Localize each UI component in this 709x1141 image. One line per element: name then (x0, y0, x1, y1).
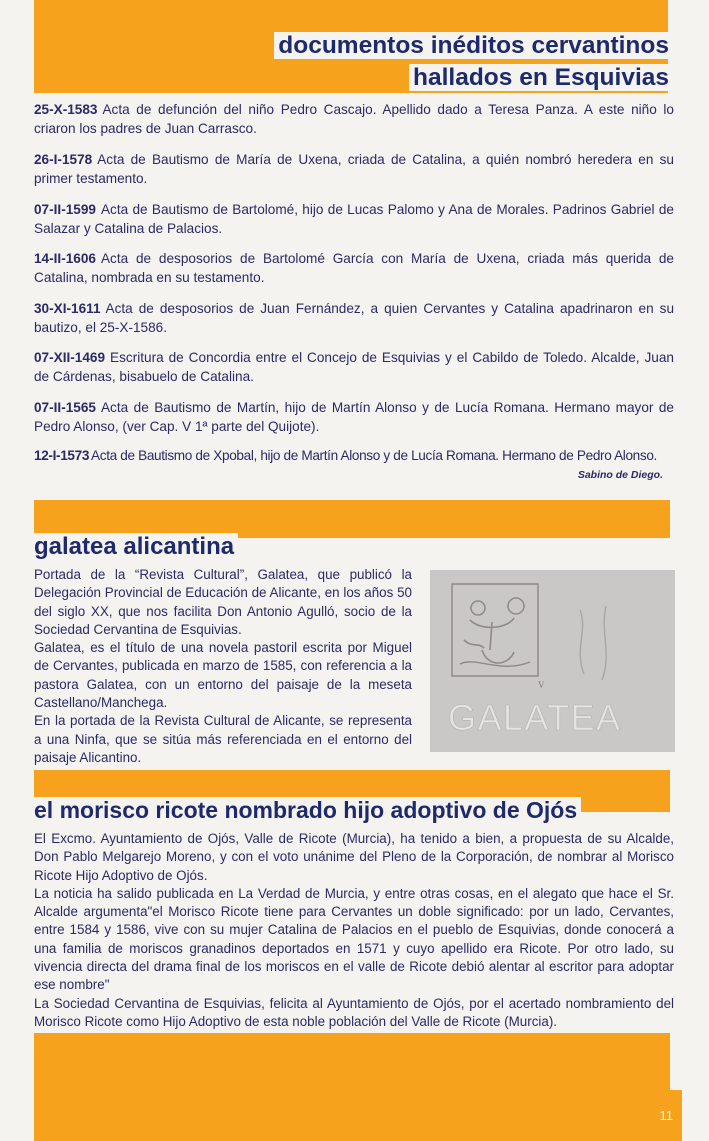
entry-date: 12-I-1573 (34, 448, 90, 463)
entry-text: Acta de defunción del niño Pedro Cascajo. Apellido dado a Teresa Panza. A este niño lo criaron los padres de Juan Carrasco. (34, 102, 674, 136)
entry-text: Escritura de Concordia entre el Concejo de Esquivias y el Cabildo de Toledo. Alcalde, Juan de Cárdenas, bisabuelo de Catalina. (34, 350, 674, 384)
entry-text: Acta de Bautismo de María de Uxena, criada de Catalina, a quién nombró heredera en su primer testamento. (34, 152, 674, 186)
galatea-text (34, 566, 412, 767)
cover-numeral: V (538, 680, 545, 690)
section1-title-line1: documentos inéditos cervantinos (274, 30, 673, 62)
entry-2 (34, 150, 674, 188)
entry-date: 07-II-1565 (34, 400, 96, 415)
ricote-text (34, 830, 674, 1031)
entry-7 (34, 398, 674, 436)
author-signature: Sabino de Diego. (577, 469, 663, 481)
galatea-cover-image (430, 570, 675, 752)
ricote-paragraph: La noticia ha salido publicada en La Verdad de Murcia, y entre otras cosas, en el alegato que hace el Sr. Alcalde argumenta"el Morisco Ricote tiene para Cervantes un doble significado: por un lado, Cervantes, entre 1584 y 1586, vive con su mujer Catalina de Palacios en el pueblo de Esquivias, donde conocerá a una familia de moriscos granadinos deportados en 1571 y cuyo apellido era Ricote. Por otro lado, su vivencia directa del drama final de los moriscos en el valle de Ricote debió alentar al escritor para adoptar ese nombre" (34, 885, 674, 993)
page-number: 11 (659, 1108, 673, 1123)
entry-8 (34, 446, 674, 465)
entry-date: 14-II-1606 (34, 251, 96, 266)
section2-title: galatea alicantina (30, 532, 238, 562)
footer-orange-block (34, 1033, 670, 1141)
entry-text: Acta de Bautismo de Bartolomé, hijo de Lucas Palomo y Ana de Morales. Padrinos Gabriel de Salazar y Catalina de Palacios. (34, 202, 674, 236)
entry-1 (34, 100, 674, 138)
ricote-paragraph: La Sociedad Cervantina de Esquivias, felicita al Ayuntamiento de Ojós, por el acertado nombramiento del Morisco Ricote como Hijo Adoptivo de esta noble población del Valle de Ricote (Murcia). (34, 995, 674, 1029)
entry-date: 30-XI-1611 (34, 301, 101, 316)
entry-date: 07-XII-1469 (34, 350, 106, 365)
section3-title: el morisco ricote nombrado hijo adoptivo de Ojós (30, 795, 581, 825)
nymph-illustration (430, 570, 675, 752)
ricote-paragraph: El Excmo. Ayuntamiento de Ojós, Valle de Ricote (Murcia), ha tenido a bien, a propuesta de su Alcalde, Don Pablo Melgarejo Moreno, y con el voto unánime del Pleno de la Corporación, de nombrar al Morisco Ricote Hijo Adoptivo de Ojós. (34, 831, 674, 883)
cover-title: GALATEA (448, 697, 623, 738)
entry-date: 26-I-1578 (34, 152, 93, 167)
entry-5 (34, 299, 674, 337)
entry-date: 07-II-1599 (34, 202, 96, 217)
galatea-paragraph: Portada de la “Revista Cultural”, Galatea, que publicó la Delegación Provincial de Educación de Alicante, en los años 50 del siglo XX, que nos facilita Don Antonio Agulló, socio de la Sociedad Cervantina de Esquivias. (34, 567, 412, 637)
entry-text: Acta de desposorios de Juan Fernández, a quien Cervantes y Catalina apadrinaron en su bautizo, el 25-X-1586. (34, 301, 674, 335)
entry-text: Acta de Bautismo de Xpobal, hijo de Martín Alonso y de Lucía Romana. Hermano de Pedro Alonso. (91, 448, 657, 463)
galatea-paragraph: Galatea, es el título de una novela pastoril escrita por Miguel de Cervantes, publicada en marzo de 1585, con referencia a la pastora Galatea, con un entorno del paisaje de la meseta Castellano/Manchega. (34, 640, 412, 711)
galatea-paragraph: En la portada de la Revista Cultural de Alicante, se representa a una Ninfa, que se sitúa más referenciada en el entorno del paisaje Alicantino. (34, 713, 412, 765)
section1-title-line2: hallados en Esquivias (409, 62, 673, 94)
entry-3 (34, 200, 674, 238)
entry-text: Acta de desposorios de Bartolomé García con María de Uxena, criada más querida de Catalina, nombrada en su testamento. (34, 251, 674, 285)
entry-6 (34, 348, 674, 386)
entry-4 (34, 249, 674, 287)
entry-text: Acta de Bautismo de Martín, hijo de Martín Alonso y de Lucía Romana. Hermano mayor de Pedro Alonso, (ver Cap. V 1ª parte del Quijote). (34, 400, 674, 434)
entry-date: 25-X-1583 (34, 102, 98, 117)
